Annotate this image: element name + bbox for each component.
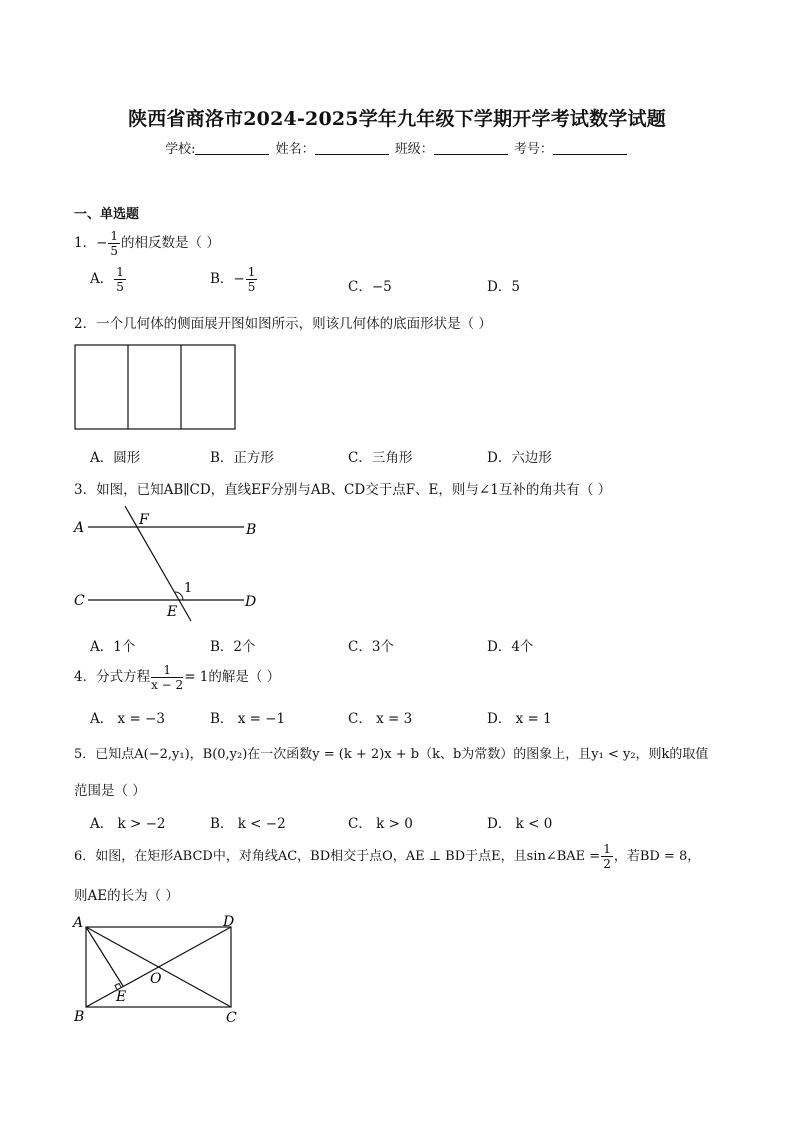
question-5-line-2: 范围是（ ） [74, 783, 146, 799]
q5-option-c[interactable]: C． k > 0 [348, 816, 413, 832]
q1-b-num: 1 [247, 265, 256, 279]
q3-option-c[interactable]: C．3个 [348, 639, 394, 655]
q5-option-b[interactable]: B． k < −2 [210, 816, 286, 832]
q4-option-d[interactable]: D． x = 1 [487, 711, 552, 727]
q3-label-c: C [74, 593, 85, 609]
q6-label-a: A [73, 915, 84, 931]
q1-text: 的相反数是（ ） [121, 235, 220, 251]
q3-label-a: A [74, 520, 85, 536]
q6-fraction [601, 843, 613, 870]
q2-net-outline [75, 345, 235, 429]
q6-label-d: D [223, 914, 235, 930]
question-4 [74, 664, 280, 691]
q6-frac-den: 2 [603, 857, 611, 871]
q1-b-label: B． [210, 271, 234, 287]
q3-option-b[interactable]: B．2个 [210, 639, 256, 655]
q4-option-b[interactable]: B． x = −1 [210, 711, 286, 727]
q4-option-a[interactable]: A． x = −3 [90, 711, 165, 727]
q2-option-b[interactable]: B．正方形 [210, 450, 274, 466]
section-heading: 一、单选题 [74, 207, 140, 222]
question-5-line-1: 5．已知点A(−2,y₁)，B(0,y₂)在一次函数y = (k + 2)x + b（k、b为常数）的图象上，且y₁ < y₂，则k的取值 [74, 747, 709, 762]
q3-label-f: F [139, 512, 149, 528]
question-1 [74, 230, 220, 257]
number-label: 考号： [513, 142, 553, 157]
q3-option-a[interactable]: A．1个 [90, 639, 136, 655]
q1-frac-den: 5 [110, 244, 119, 258]
question-6-line-2: 则AE的长为（ ） [74, 888, 179, 904]
q1-sign: − [96, 235, 108, 251]
name-blank[interactable] [315, 140, 389, 155]
q3-option-d[interactable]: D．4个 [487, 639, 534, 655]
q1-b-sign: − [233, 271, 245, 287]
school-blank[interactable] [195, 140, 269, 155]
q6-segment-ae [86, 927, 123, 986]
q3-label-d: D [245, 594, 257, 610]
q3-label-b: B [246, 522, 257, 538]
q1-a-num: 1 [116, 265, 124, 279]
q4-frac-num: 1 [151, 664, 183, 678]
q4-option-c[interactable]: C． x = 3 [348, 711, 413, 727]
q5-option-d[interactable]: D． k < 0 [487, 816, 553, 832]
q1-a-fraction [114, 266, 126, 293]
q1-b-fraction [246, 266, 258, 293]
q6-text-post: ，若BD = 8， [613, 849, 701, 864]
question-6-line-1 [74, 843, 700, 870]
q6-figure [70, 910, 250, 1026]
q4-text: = 1的解是（ ） [184, 669, 281, 685]
q2-option-a[interactable]: A．圆形 [90, 450, 141, 466]
number-blank[interactable] [553, 140, 627, 155]
q1-option-c[interactable]: C．−5 [348, 279, 392, 295]
q4-frac-den: x − 2 [151, 678, 184, 692]
q3-label-angle-1: 1 [184, 581, 193, 596]
q3-label-e: E [167, 604, 178, 620]
q1-option-b[interactable] [210, 266, 258, 293]
page-title: 陕西省商洛市2024-2025学年九年级下学期开学考试数学试题 [128, 108, 666, 130]
q1-a-label: A． [90, 271, 114, 287]
q6-label-o: O [150, 971, 162, 987]
q3-line-ef [125, 506, 191, 621]
q1-a-den: 5 [116, 280, 124, 294]
q6-label-e: E [116, 989, 127, 1005]
q1-number: 1． [74, 235, 97, 251]
q3-figure [70, 502, 270, 624]
question-2: 2．一个几何体的侧面展开图如图所示，则该几何体的底面形状是（ ） [74, 316, 492, 332]
q2-option-c[interactable]: C．三角形 [348, 450, 413, 466]
q6-label-c: C [226, 1010, 237, 1026]
q6-text-pre: 6．如图，在矩形ABCD中，对角线AC，BD相交于点O，AE ⊥ BD于点E，且sin∠BAE = [74, 849, 601, 864]
q1-option-a[interactable] [90, 266, 127, 293]
q6-frac-num: 1 [603, 842, 611, 856]
class-label: 班级： [394, 142, 434, 157]
q6-label-b: B [74, 1009, 85, 1025]
student-info-row [0, 138, 794, 157]
q1-frac-num: 1 [110, 229, 119, 243]
question-3: 3．如图，已知AB∥CD，直线EF分别与AB、CD交于点F、E，则与∠1互补的角共有（ ） [74, 482, 612, 498]
q5-option-a[interactable]: A． k > −2 [90, 816, 166, 832]
q2-figure [74, 344, 238, 432]
school-label: 学校: [165, 142, 196, 157]
q2-option-d[interactable]: D．六边形 [487, 450, 552, 466]
class-blank[interactable] [434, 140, 508, 155]
q1-option-d[interactable]: D．5 [487, 279, 520, 295]
q1-fraction [108, 230, 120, 257]
q1-b-den: 5 [247, 280, 256, 294]
name-label: 姓名： [275, 142, 315, 157]
q4-prefix: 4．分式方程 [74, 669, 151, 685]
q4-fraction [151, 664, 183, 691]
